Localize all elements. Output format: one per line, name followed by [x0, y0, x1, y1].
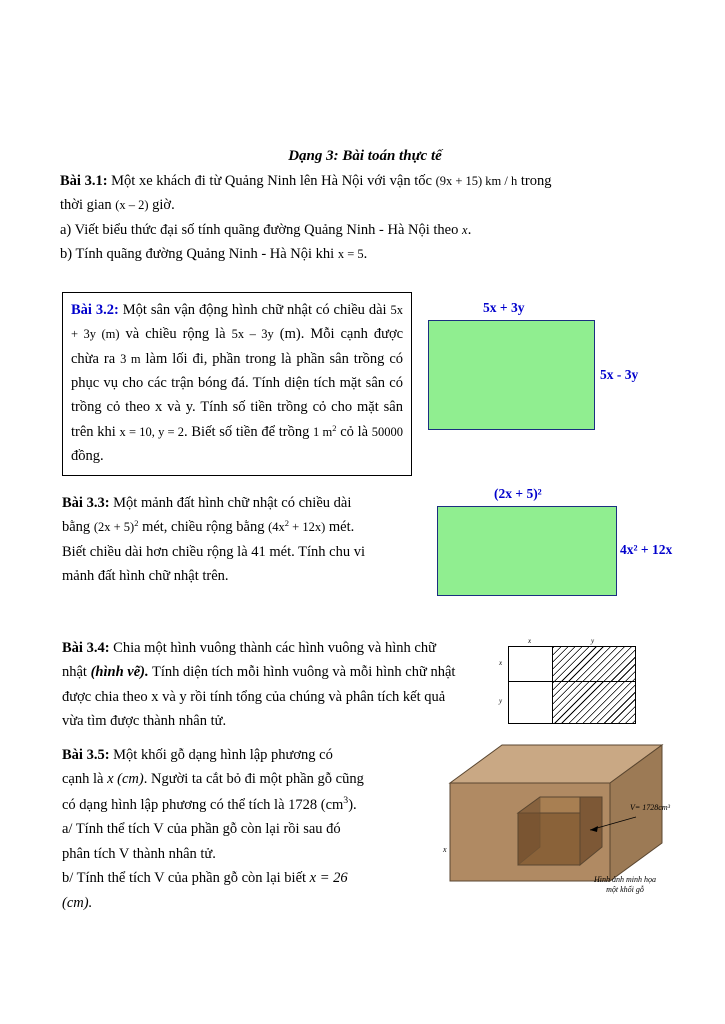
exercise-3-5-sup-3: 3	[343, 794, 349, 806]
exercise-3-5-text-6: b/ Tính thể tích V của phần gỗ còn lại biết	[62, 870, 307, 887]
exercise-3-2-text-10: . Biết số tiền để trồng	[184, 423, 310, 440]
exercise-3-4-line-2	[62, 661, 482, 684]
exercise-3-2-text-8: Tính diện tích mặt sân có trồng cỏ theo x và y.	[71, 375, 403, 416]
exercise-3-1-line-4	[60, 243, 670, 266]
exercise-3-1-text-e: a) Viết biểu thức đại số tính quãng đường Quảng Ninh - Hà Nội theo	[60, 221, 459, 238]
exercise-3-2-text-5: cạnh được chừa ra	[71, 326, 404, 367]
exercise-3-5-line-2	[62, 768, 432, 791]
exercise-3-5-text-2: cạnh là	[62, 771, 104, 788]
exercise-3-3-line-2	[62, 516, 432, 539]
figure-3-2-top-label: 5x + 3y	[483, 300, 525, 315]
figure-3-4-label-x-left: x	[499, 659, 503, 667]
exercise-3-2-text-3: và chiều rộng là	[125, 326, 226, 343]
exercise-3-2-block	[62, 292, 412, 476]
exercise-3-3-math-2-base: (4x	[268, 520, 285, 535]
exercise-3-5-label: Bài 3.5:	[62, 747, 110, 763]
exercise-3-2-text-4: (m). Mỗi	[279, 326, 335, 343]
figure-3-2-right-label: 5x - 3y	[600, 367, 639, 382]
exercise-3-2-math-5-sup: 2	[332, 422, 337, 433]
exercise-3-3-math-2-rest: + 12x)	[289, 520, 326, 535]
document-body	[60, 148, 670, 268]
exercise-3-2-text-2: dài	[368, 302, 387, 318]
exercise-3-1-text-b: trong	[520, 173, 552, 189]
exercise-3-4-block	[62, 637, 482, 735]
exercise-3-1-math-4: x = 5	[337, 247, 364, 262]
figure-3-3-right-label: 4x² + 12x	[620, 542, 673, 557]
exercise-3-3-line-4: mảnh đất hình chữ nhật trên.	[62, 568, 229, 585]
exercise-3-4-line-1	[62, 637, 482, 660]
exercise-3-3-math-1-sup: 2	[134, 518, 139, 529]
exercise-3-1-math-3: x	[462, 222, 468, 237]
exercise-3-4-line-4: vừa tìm được thành nhân tử.	[62, 713, 227, 730]
exercise-3-3-math-2	[268, 520, 325, 534]
exercise-3-3-text-3: mét, chiều rộng bằng	[142, 519, 265, 536]
exercise-3-1-text-c: thời gian	[60, 197, 112, 214]
exercise-3-5-text-1: Một khối gỗ dạng hình lập phương có	[113, 747, 333, 763]
exercise-3-2-math-5	[313, 422, 337, 439]
exercise-3-4-text-figure-note: (hình vẽ).	[90, 664, 149, 681]
exercise-3-2-text-11: cỏ là	[340, 423, 369, 440]
exercise-3-2-label: Bài 3.2:	[71, 302, 119, 318]
exercise-3-4-label: Bài 3.4:	[62, 640, 110, 656]
exercise-3-2-math-1: 5x + 3y (m)	[71, 303, 403, 342]
exercise-3-1-text-a: Một xe khách đi từ Quảng Ninh lên Hà Nội với vận tốc	[111, 173, 432, 189]
figure-3-2-rectangle	[428, 320, 595, 430]
exercise-3-1-math-1: (9x + 15) km / h	[435, 174, 518, 188]
exercise-3-3-line-3: Biết chiều dài hơn chiều rộng là 41 mét. Tính chu vi	[62, 543, 365, 560]
exercise-3-4-text-1: Chia một hình vuông thành các hình vuông và hình chữ	[113, 640, 436, 656]
exercise-3-2-math-4: x = 10, y = 2	[119, 424, 185, 439]
exercise-3-2-math-3: 3 m	[120, 351, 141, 366]
exercise-3-2-text-12: đồng.	[71, 448, 104, 465]
exercise-3-3-block	[62, 492, 432, 590]
figure-3-3-rectangle	[437, 506, 617, 596]
exercise-3-1-text-f: .	[467, 221, 472, 238]
exercise-3-2-math-2: 5x – 3y	[231, 327, 274, 342]
figure-3-5-wood-cube	[440, 735, 690, 895]
exercise-3-2-text-9: Tính số tiền trồng cỏ cho mặt sân trên khi	[71, 399, 403, 440]
exercise-3-4-line-3: được chia theo x và y rồi tính tổng của chúng và phân tích kết quả	[62, 688, 446, 705]
exercise-3-5-text-5: ).	[348, 796, 357, 813]
figure-3-5-caption-line-2: một khối gỗ	[606, 885, 644, 895]
figure-3-4-hatch-bottom-right	[553, 682, 635, 723]
exercise-3-5-line-4: a/ Tính thể tích V của phần gỗ còn lại rồi sau đó	[62, 821, 341, 838]
figure-3-4-label-x-top: x	[528, 637, 532, 645]
exercise-3-3-label: Bài 3.3:	[62, 495, 110, 511]
figure-3-5-side-label: x	[443, 845, 447, 854]
exercise-3-5-line-7: (cm).	[62, 894, 93, 911]
exercise-3-5-line-3	[62, 793, 432, 817]
exercise-3-4-text-2: nhật	[62, 664, 87, 681]
figure-3-5-caption-line-1: Hình ảnh minh họa	[594, 875, 656, 884]
exercise-3-1-math-2: (x – 2)	[115, 198, 149, 213]
exercise-3-2-math-6: 50000	[371, 424, 404, 439]
figure-3-3-top-label: (2x + 5)²	[494, 486, 542, 501]
exercise-3-1-line-1	[60, 170, 670, 193]
exercise-3-5-line-6	[62, 867, 432, 890]
exercise-3-1-line-3	[60, 219, 670, 242]
figure-3-4-label-y-top: y	[591, 637, 595, 645]
exercise-3-3-line-1	[62, 492, 432, 515]
exercise-3-3-math-1	[94, 520, 139, 534]
exercise-3-5-text-4: có dạng hình lập phương có thể tích là 1728 (cm	[62, 796, 344, 813]
exercise-3-3-text-1: Một mảnh đất hình chữ nhật có chiều dài	[113, 495, 352, 511]
figure-3-4-label-y-left: y	[499, 697, 503, 705]
exercise-3-2-math-5-base: 1 m	[313, 424, 333, 439]
exercise-3-2-text-1: Một sân vận động hình chữ nhật có chiều	[122, 302, 365, 318]
exercise-3-4-text-3: Tính diện tích mỗi hình vuông và mỗi hình chữ nhật	[151, 664, 456, 681]
figure-3-4-divided-square	[496, 637, 646, 729]
exercise-3-5-line-5: phân tích V thành nhân tử.	[62, 845, 216, 862]
exercise-3-2-text-7: phần sân trồng có phục vụ cho các trận bóng đá.	[71, 350, 404, 392]
exercise-3-1-line-2	[60, 194, 670, 217]
exercise-3-1-text-g: b) Tính quãng đường Quảng Ninh - Hà Nội khi	[60, 246, 335, 263]
exercise-3-1-text-d: giờ.	[152, 197, 175, 214]
exercise-3-2-box	[62, 292, 412, 476]
exercise-3-2-text-6: làm lối đi, phần trong là	[145, 350, 292, 367]
exercise-3-3-text-4: mét.	[328, 519, 355, 536]
exercise-3-5-text-3: . Người ta cắt bỏ đi một phần gỗ cũng	[143, 771, 364, 788]
exercise-3-3-math-2-sup: 2	[284, 518, 290, 529]
figure-3-5-volume-label: V= 1728cm³	[630, 803, 671, 812]
exercise-3-3-math-1-base: (2x + 5)	[93, 520, 135, 535]
exercise-3-5-math-x: x (cm)	[107, 771, 144, 788]
section-heading: Dạng 3: Bài toán thực tế	[288, 148, 442, 164]
figure-3-4-hatch-top-right	[553, 647, 635, 681]
exercise-3-5-math-x-26: x = 26	[309, 870, 348, 887]
figure-3-5-svg	[440, 735, 690, 895]
exercise-3-5-line-1	[62, 744, 432, 767]
figure-3-5-caption	[570, 875, 680, 896]
exercise-3-3-text-2: bằng	[62, 519, 91, 536]
exercise-3-1-text-h: .	[363, 246, 368, 263]
exercise-3-5-block	[62, 744, 432, 916]
exercise-3-1-label: Bài 3.1:	[60, 173, 108, 189]
